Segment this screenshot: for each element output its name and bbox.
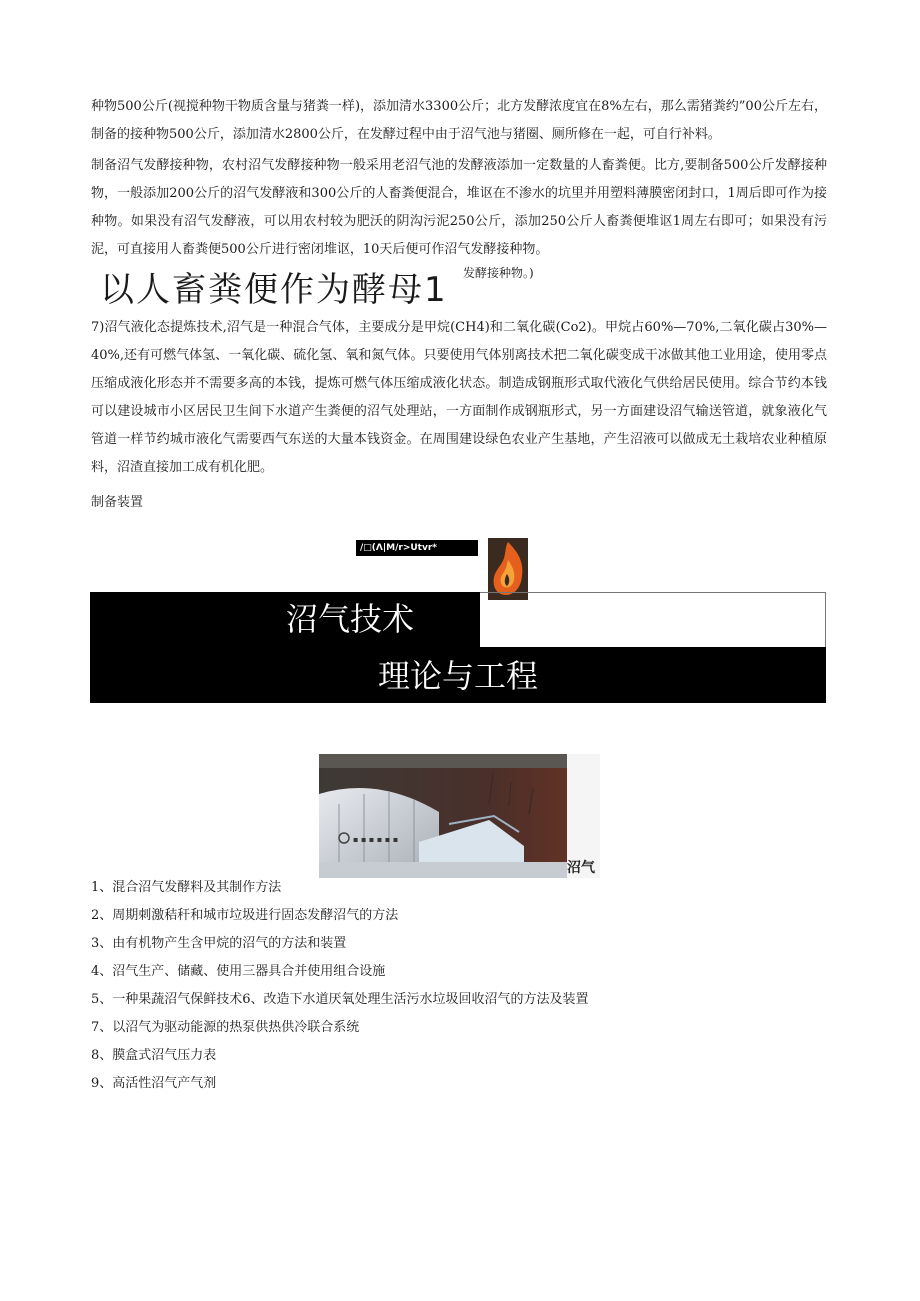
paragraph-inoculum-ratio: 种物500公斤(视搅种物干物质含量与猪粪一样)，添加清水3300公斤；北方发酵浓度宜在8%左右，那么需猪粪约”00公斤左右，制备的接种物500公斤，添加清水2800公斤，在发酵过程中由于沼气池与猪圈、厕所修在一起，可自行补料。	[91, 99, 827, 142]
list-item: 9、高活性沼气产气剂	[91, 1076, 217, 1091]
list-item: 5、一种果蔬沼气保鲜技术6、改造下水道厌氧处理生活污水垃圾回收沼气的方法及装置	[91, 992, 589, 1007]
cover-title-line1: 沼气技术	[285, 600, 414, 638]
photo-caption: 沼气	[567, 860, 595, 876]
cover-title-bar-1	[90, 592, 480, 647]
svg-text:▪ ▪ ▪ ▪ ▪ ▪: ▪ ▪ ▪ ▪ ▪ ▪	[353, 835, 399, 844]
list-item: 1、混合沼气发酵料及其制作方法	[91, 880, 282, 895]
paragraph-inoculum-preparation: 制备沼气发酵接种物，农村沼气发酵接种物一般采用老沼气池的发酵液添加一定数量的人畜粪便。比方,要制备500公斤发酵接种物，一般添加200公斤的沼气发酵液和300公斤的人畜粪便混合，堆讴在不渗水的坑里并用塑料薄膜密闭封口，1周后即可作为接种物。如果没有沼气发酵液，可以用农村较为肥沃的阴沟污泥250公斤，添加250公斤人畜粪便堆讴1周左右即可；如果没有污泥，可直接用人畜粪便500公斤进行密闭堆讴，10天后便可作沼气发酵接种物。	[91, 158, 827, 257]
flame-icon	[488, 538, 528, 600]
cover-frame-line	[480, 592, 826, 647]
cover-title-line2: 理论与工程	[377, 657, 538, 695]
biogas-tank-image	[319, 754, 600, 878]
paragraph-liquefaction: 7)沼气液化态提炼技术,沼气是一种混合气体，主要成分是甲烷(CH4)和二氧化碳(Co2)。甲烷占60%—70%,二氧化碳占30%—40%,还有可燃气体氢、一氧化碳、硫化氢、氧和氮气体。只要使用气体别离技术把二氧化碳变成干冰做其他工业用途，使用零点压缩成液化形态并不需要多高的本钱，提炼可燃气体压缩成液化状态。制造成钢瓶形式取代液化气供给居民使用。综合节约本钱可以建设城市小区居民卫生间下水道产生粪便的沼气处理站，一方面制作成钢瓶形式，另一方面建设沼气输送管道，就象液化气管道一样节约城市液化气需要西气东送的大量本钱资金。在周围建设绿色农业产生基地，产生沼液可以做成无土栽培农业种植原料，沼渣直接加工成有机化肥。	[91, 320, 827, 475]
list-item: 7、以沼气为驱动能源的热泵供热供冷联合系统	[91, 1020, 360, 1035]
list-item: 8、膜盒式沼气压力表	[91, 1048, 217, 1063]
heading-row	[100, 262, 800, 312]
cover-title-bar-2	[90, 647, 826, 703]
flame-logo	[488, 538, 528, 600]
list-item: 2、周期刺激秸秆和城市垃圾进行固态发酵沼气的方法	[91, 908, 399, 923]
prep-device-label: 制备装置	[91, 495, 144, 510]
cover-top-label: /□(Λ|M/r>Utvr*	[356, 540, 478, 556]
large-heading: 以人畜粪便作为酵母1	[100, 270, 448, 310]
list-item: 3、由有机物产生含甲烷的沼气的方法和装置	[91, 936, 347, 951]
biogas-plant-photo	[319, 754, 600, 878]
list-item: 4、沼气生产、储藏、使用三器具合并使用组合设施	[91, 964, 386, 979]
heading-note: 发酵接种物。)	[463, 266, 534, 280]
patent-list	[91, 874, 589, 1098]
